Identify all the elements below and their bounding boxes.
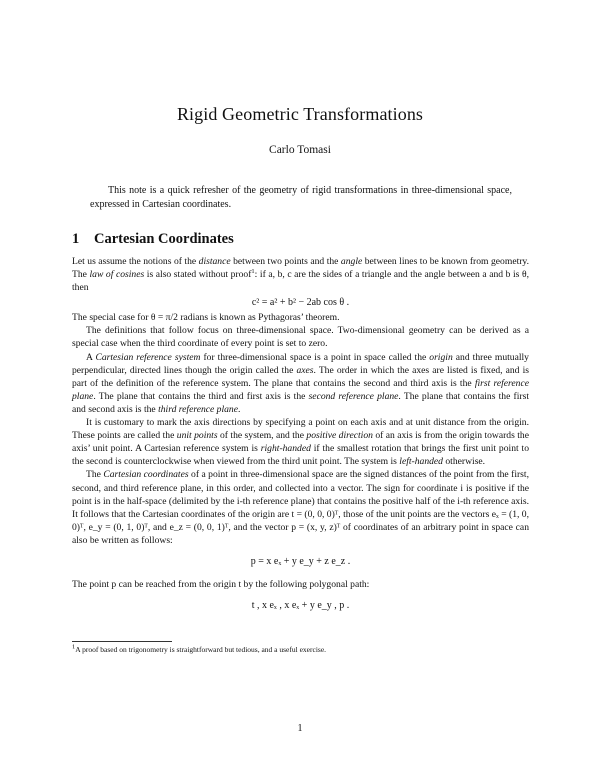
emph-right-handed: right-handed [260,443,311,455]
text-run: between two points and the [230,256,341,267]
section-number: 1 [72,231,80,247]
emph-distance: distance [198,256,231,267]
paper-author: Carlo Tomasi [269,144,331,156]
emph-first-reference-plane: first reference plane [72,377,529,402]
footnote-text: A proof based on trigonometry is straightforward but tedious, and a useful exercise. [75,645,327,654]
paragraph-7: The point p can be reached from the origin t by the following polygonal path: [72,578,370,590]
section-body [72,255,529,622]
footnote-rule [72,641,172,642]
emph-third-reference-plane: third reference plane [158,403,238,415]
paragraph-4 [72,351,529,416]
equation-law-of-cosines: c² = a² + b² − 2ab cos θ . [251,297,350,309]
text-run: and three mutually perpendicular, directed lines though the origin called the [72,351,529,376]
emph-left-handed: left-handed [399,456,443,468]
text-run: if the smallest rotation that brings the first unit point to the second is counterclockwise when viewed from the third unit point. The system is [72,443,529,468]
text-run: for three-dimensional space is a point in space called the [200,351,430,363]
text-run: . [237,403,241,415]
text-run: A [86,351,96,363]
emph-unit-points: unit points [176,430,218,442]
section-heading [72,231,234,248]
emph-angle: angle [340,256,363,267]
emph-positive-direction: positive direction [306,430,373,442]
text-run: . The plane that contains the first and second axis is the [72,390,529,415]
paragraph-1 [72,255,529,294]
paragraph-6 [72,468,529,547]
section-title: Cartesian Coordinates [94,231,234,247]
emph-axes: axes [296,364,314,376]
page-number: 1 [297,723,303,734]
emph-cartesian-reference-system: Cartesian reference system [95,351,201,363]
text-run: of an axis is from the origin towards the axis’ unit point. A Cartesian reference system is [72,430,529,455]
emph-second-reference-plane: second reference plane [308,390,399,402]
emph-cartesian-coordinates: Cartesian coordinates [103,469,189,481]
footnote [72,645,532,655]
text-run: It is customary to mark the axis directions by specifying a point on each axis and at unit distance from the origin. These points are called the [72,417,529,442]
paragraph-2: The special case for θ = π/2 radians is known as Pythagoras’ theorem. [72,312,340,324]
abstract-text: This note is a quick refresher of the geometry of rigid transformations in three-dimensional space, expressed in Cartesian coordinates. [90,185,512,210]
text-run: The [86,469,104,481]
text-run: of a point in three-dimensional space are the signed distances of the point from the first, second, and third reference plane, in this order, and collected into a vector. The sign for coordinate i is positive if the point is in the half-space (delimited by the i-th reference plane) that contains the positive half of the i-th reference axis. It follows that the Cartesian coordinates of the origin are t = (0, 0, 0)ᵀ, those of the unit points are the vectors eₓ = (1, 0, 0)ᵀ, e_y = (0, 1, 0)ᵀ, and e_z = (0, 0, 1)ᵀ, and the vector p = (x, y, z)ᵀ of coordinates of an arbitrary point in space can also be written as follows: [72,469,529,546]
emph-origin: origin [429,351,453,363]
paper-title: Rigid Geometric Transformations [176,104,424,124]
equation-polygonal-path: t , x eₓ , x eₓ + y e_y , p . [251,600,350,612]
text-run: otherwise. [442,456,486,468]
text-run: between lines to be known from geometry. The [72,256,530,281]
text-run: Let us assume the notions of the [72,256,199,267]
paragraph-5 [72,416,529,468]
footnote-number: 1 [72,643,76,651]
footnote-marker[interactable]: 1 [251,267,255,275]
abstract [90,184,512,212]
emph-law-of-cosines: law of cosines [89,269,145,281]
text-run: . The order in which the axes are listed is fixed, and is part of the definition of the reference system. The plane that contains the second and third axis is the [72,364,529,389]
text-run: of the system, and the [217,430,307,442]
text-run: : if a, b, c are the sides of a triangle and the angle between a and b is θ, then [72,269,529,294]
equation-point-vector: p = x eₓ + y e_y + z e_z . [250,555,351,567]
paragraph-3: The definitions that follow focus on three-dimensional space. Two-dimensional geometry can be derived as a special case when the third coordinate of every point is set to zero. [72,325,529,350]
text-run: is also stated without proof [144,269,252,281]
text-run: . The plane that contains the third and first axis is the [93,390,309,402]
